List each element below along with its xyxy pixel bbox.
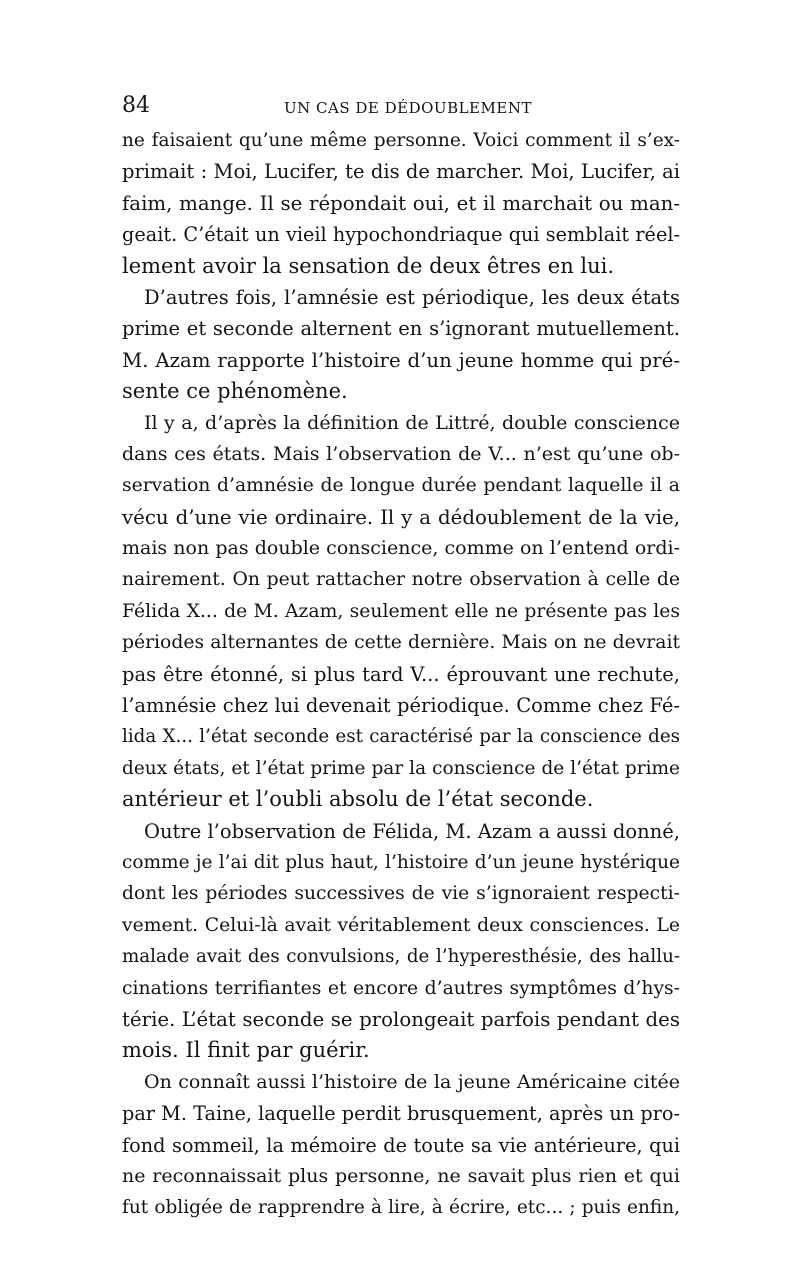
- text-line: prime et seconde alternent en s’ignorant mutuellement.: [122, 317, 680, 341]
- text-line: malade avait des convulsions, de l’hyperesthésie, des hallu-: [122, 946, 680, 968]
- text-line: lement avoir la sensation de deux êtres en lui.: [122, 253, 615, 278]
- text-line: pas être étonné, si plus tard V... éprouvant une rechute,: [122, 662, 680, 686]
- text-line: périodes alternantes de cette dernière. Mais on ne devrait: [122, 632, 680, 654]
- text-line: mois. Il finit par guérir.: [122, 1038, 370, 1063]
- text-line: geait. C’était un vieil hypochondriaque qui semblait réel-: [122, 223, 680, 247]
- text-line: nairement. On peut rattacher notre observation à celle de: [122, 569, 680, 591]
- body-text: [122, 125, 680, 1224]
- text-line: mais non pas double conscience, comme on l’entend ordi-: [122, 537, 680, 560]
- text-line: comme je l’ai dit plus haut, l’histoire d’un jeune hystérique: [122, 851, 680, 873]
- text-line: D’autres fois, l’amnésie est périodique, les deux états: [144, 285, 680, 309]
- text-line: ne reconnaissait plus personne, ne savait plus rien et qui: [122, 1164, 680, 1187]
- text-line: par M. Taine, laquelle perdit brusquement, après un pro-: [122, 1102, 680, 1126]
- text-line: sente ce phénomène.: [122, 379, 348, 404]
- text-line: dont les périodes successives de vie s’ignoraient respecti-: [122, 883, 680, 905]
- text-line: térie. L’état seconde se prolongeait parfois pendant des: [122, 1007, 680, 1031]
- page-header: [122, 94, 682, 118]
- text-line: primait : Moi, Lucifer, te dis de marcher. Moi, Lucifer, ai: [122, 160, 680, 184]
- text-line: Félida X... de M. Azam, seulement elle ne présente pas les: [122, 600, 680, 622]
- text-line: antérieur et l’oubli absolu de l’état seconde.: [122, 787, 594, 812]
- text-line: M. Azam rapporte l’histoire d’un jeune homme qui pré-: [122, 348, 680, 372]
- text-line: cinations terrifiantes et encore d’autres symptômes d’hys-: [122, 977, 680, 999]
- text-line: ne faisaient qu’une même personne. Voici comment il s’ex-: [122, 130, 680, 151]
- text-line: Il y a, d’après la définition de Littré, double conscience: [144, 411, 680, 434]
- text-line: fut obligée de rapprendre à lire, à écrire, etc... ; puis enfin,: [122, 1197, 680, 1219]
- text-line: dans ces états. Mais l’observation de V... n’est qu’une ob-: [122, 442, 680, 465]
- page-number: 84: [122, 93, 150, 118]
- running-title: UN CAS DE DÉDOUBLEMENT: [284, 99, 532, 117]
- text-line: vement. Celui-là avait véritablement deux consciences. Le: [122, 914, 680, 936]
- text-line: fond sommeil, la mémoire de toute sa vie antérieure, qui: [122, 1133, 680, 1157]
- text-line: Outre l’observation de Félida, M. Azam a aussi donné,: [144, 819, 680, 843]
- text-line: faim, mange. Il se répondait oui, et il marchait ou man-: [122, 191, 680, 215]
- text-line: deux états, et l’état prime par la conscience de l’état prime: [122, 757, 680, 779]
- text-line: On connaît aussi l’histoire de la jeune Américaine citée: [144, 1070, 680, 1093]
- text-line: lida X... l’état seconde est caractérisé par la conscience des: [122, 726, 680, 748]
- text-line: servation d’amnésie de longue durée pendant laquelle il a: [122, 475, 680, 497]
- text-line: vécu d’une vie ordinaire. Il y a dédoublement de la vie,: [122, 505, 680, 529]
- text-line: l’amnésie chez lui devenait périodique. Comme chez Fé-: [122, 694, 680, 718]
